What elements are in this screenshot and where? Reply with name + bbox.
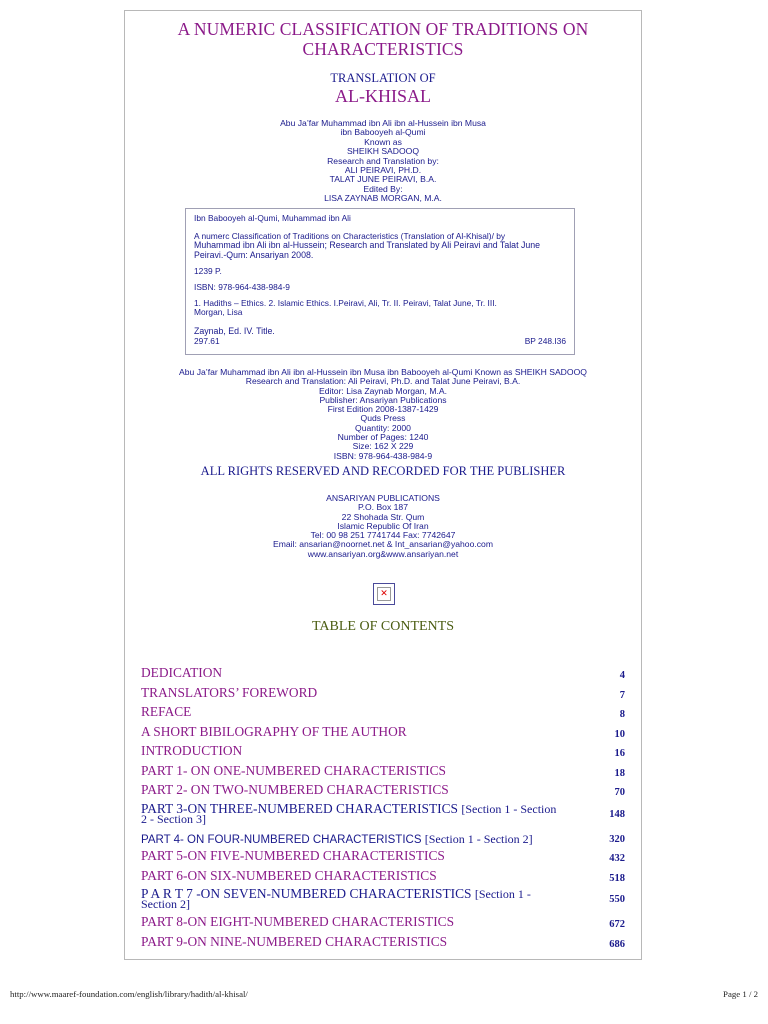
catalog-record-box	[185, 208, 575, 355]
toc-entry-label[interactable]: PART 8-ON EIGHT-NUMBERED CHARACTERISTICS	[141, 914, 455, 929]
table-of-contents	[141, 665, 625, 953]
title-line-1: A NUMERIC CLASSIFICATION OF TRADITIONS ON	[177, 19, 589, 39]
toc-entry-title[interactable]: PART 4- ON FOUR-NUMBERED CHARACTERISTICS	[141, 833, 422, 846]
toc-entry[interactable]	[141, 724, 625, 744]
toc-entry-label[interactable]: REFACE	[141, 704, 192, 719]
catalog-description-line: Muhammad ibn Ali ibn al-Hussein; Research and Translated by Ali Peiravi and Talat June	[194, 240, 541, 251]
author-line: ALI PEIRAVI, PH.D.	[344, 165, 422, 176]
author-line: TALAT JUNE PEIRAVI, B.A.	[329, 174, 437, 185]
broken-image-icon	[373, 583, 395, 605]
toc-entry-section-cont[interactable]: Section 2]	[141, 897, 190, 911]
author-line: LISA ZAYNAB MORGAN, M.A.	[324, 193, 442, 204]
contact-line: 22 Shohada Str. Qum	[341, 511, 425, 522]
publication-line: Quantity: 2000	[355, 422, 411, 433]
catalog-subjects-line: Morgan, Lisa	[194, 307, 243, 318]
rights-statement: ALL RIGHTS RESERVED AND RECORDED FOR THE PUBLISHER	[200, 464, 566, 478]
author-block	[125, 119, 641, 204]
catalog-subjects	[194, 299, 566, 317]
author-line: SHEIKH SADOOQ	[346, 146, 420, 157]
toc-entry-label[interactable]: A SHORT BIBILOGRAPHY OF THE AUTHOR	[141, 723, 407, 739]
toc-entry-page[interactable]: 672	[609, 919, 625, 930]
toc-entry-label[interactable]: DEDICATION	[141, 665, 223, 680]
catalog-subjects-line: Zaynab, Ed. IV. Title.	[194, 325, 275, 336]
toc-entry-page[interactable]: 16	[614, 748, 625, 759]
toc-entry-page[interactable]: 70	[614, 787, 625, 798]
contact-line: ANSARIYAN PUBLICATIONS	[326, 493, 440, 503]
broken-image-x-icon: ✕	[377, 587, 391, 601]
author-line: ibn Babooyeh al-Qumi	[340, 127, 426, 138]
toc-entry-label[interactable]: PART 9-ON NINE-NUMBERED CHARACTERISTICS	[141, 933, 448, 949]
toc-entry[interactable]	[141, 887, 625, 914]
toc-entry-page[interactable]: 518	[609, 872, 625, 884]
catalog-author-heading: Ibn Babooyeh al-Qumi, Muhammad ibn Ali	[194, 213, 351, 223]
toc-entry-section[interactable]: [Section 1 -	[474, 887, 531, 901]
catalog-pages: 1239 P.	[194, 265, 222, 276]
toc-entry-page[interactable]: 686	[609, 938, 625, 950]
publication-line: Size: 162 X 229	[352, 441, 414, 452]
contact-email[interactable]: Email: ansarian@noornet.net & Int_ansarian@yahoo.com	[272, 539, 493, 550]
document-page	[124, 10, 642, 960]
author-line: Abu Ja’far Muhammad ibn Ali ibn al-Hussein ibn Musa	[280, 118, 486, 128]
toc-entry-label[interactable]: INTRODUCTION	[141, 743, 243, 758]
toc-entry-page[interactable]: 10	[614, 728, 625, 740]
toc-entry-page[interactable]: 18	[614, 767, 625, 779]
toc-entry-label[interactable]: PART 6-ON SIX-NUMBERED CHARACTERISTICS	[141, 867, 437, 883]
toc-entry-section-cont[interactable]: 2 - Section 3]	[141, 811, 206, 826]
toc-entry[interactable]	[141, 685, 625, 705]
toc-entry[interactable]	[141, 802, 625, 829]
toc-entry-page[interactable]: 432	[609, 853, 625, 864]
publication-line: First Edition 2008-1387-1429	[327, 404, 439, 415]
footer-url[interactable]: http://www.maaref-foundation.com/english/library/hadith/al-khisal/	[10, 989, 248, 999]
toc-entry-label[interactable]: PART 5-ON FIVE-NUMBERED CHARACTERISTICS	[141, 848, 445, 863]
toc-entry[interactable]	[141, 914, 625, 934]
toc-entry-label[interactable]: PART 1- ON ONE-NUMBERED CHARACTERISTICS	[141, 762, 446, 778]
contact-website[interactable]: www.ansariyan.org&www.ansariyan.net	[307, 548, 459, 559]
translation-of-label: TRANSLATION OF	[330, 71, 436, 85]
toc-entry[interactable]	[141, 763, 625, 783]
toc-entry-label[interactable]	[141, 800, 557, 826]
contact-line: Islamic Republic Of Iran	[337, 520, 429, 531]
catalog-description-line: A numerc Classification of Traditions on Characteristics (Translation of Al-Khisal)/ by	[194, 231, 506, 242]
catalog-class-right: BP 248.I36	[524, 335, 566, 346]
catalog-class-row	[194, 337, 566, 346]
document-title	[125, 19, 641, 59]
toc-entry-title[interactable]: P A R T 7 -ON SEVEN-NUMBERED CHARACTERISTICS	[141, 886, 472, 901]
catalog-description-line: Peiravi.-Qum: Ansariyan 2008.	[194, 249, 314, 260]
footer-page-number: Page 1 / 2	[723, 989, 758, 999]
author-line: Edited By:	[363, 183, 403, 194]
title-line-2: CHARACTERISTICS	[302, 39, 464, 59]
publication-line: Quds Press	[360, 413, 406, 424]
toc-entry[interactable]	[141, 934, 625, 954]
toc-entry-label[interactable]	[141, 886, 531, 911]
toc-entry-label[interactable]	[141, 832, 533, 847]
publication-line: Research and Translation: Ali Peiravi, Ph.D. and Talat June Peiravi, B.A.	[245, 376, 521, 387]
toc-entry-page[interactable]: 8	[619, 709, 625, 720]
toc-title: TABLE OF CONTENTS	[312, 619, 454, 634]
toc-entry[interactable]	[141, 829, 625, 849]
toc-entry-page[interactable]: 320	[609, 833, 625, 845]
toc-entry-page[interactable]: 4	[619, 670, 625, 681]
toc-entry-page[interactable]: 148	[609, 808, 625, 820]
toc-entry-section[interactable]: [Section 1 - Section 2]	[424, 831, 533, 846]
toc-entry-page[interactable]: 550	[609, 894, 625, 905]
catalog-class-left: 297.61	[194, 335, 220, 346]
catalog-isbn: ISBN: 978-964-438-984-9	[194, 282, 290, 293]
toc-entry[interactable]	[141, 743, 625, 763]
author-line: Research and Translation by:	[327, 155, 439, 166]
publication-line: Publisher: Ansariyan Publications	[319, 394, 447, 405]
toc-entry[interactable]	[141, 868, 625, 888]
toc-entry-title[interactable]: PART 3-ON THREE-NUMBERED CHARACTERISTICS	[141, 800, 459, 816]
toc-entry-label[interactable]: PART 2- ON TWO-NUMBERED CHARACTERISTICS	[141, 782, 449, 797]
publication-line: ISBN: 978-964-438-984-9	[333, 450, 433, 461]
publisher-contact	[125, 494, 641, 559]
toc-entry[interactable]	[141, 848, 625, 868]
contact-line: P.O. Box 187	[357, 502, 408, 513]
publication-details	[125, 368, 641, 461]
catalog-description	[194, 232, 566, 260]
author-line: Known as	[364, 136, 402, 147]
toc-entry-section[interactable]: [Section 1 - Section	[461, 801, 557, 816]
toc-entry-page[interactable]: 7	[619, 689, 625, 701]
toc-entry[interactable]	[141, 665, 625, 685]
toc-entry-label[interactable]: TRANSLATORS’ FOREWORD	[141, 684, 318, 700]
toc-entry[interactable]	[141, 782, 625, 802]
contact-line: Tel: 00 98 251 7741744 Fax: 7742647	[310, 530, 456, 541]
toc-entry[interactable]	[141, 704, 625, 724]
publication-line: Abu Ja’far Muhammad ibn Ali ibn al-Hussein ibn Musa ibn Babooyeh al-Qumi Known as SHEIKH SADOOQ	[179, 367, 587, 377]
catalog-subjects-line: 1. Hadiths – Ethics. 2. Islamic Ethics. I.Peiravi, Ali, Tr. II. Peiravi, Talat June, Tr. III.	[194, 298, 497, 309]
book-name: AL-KHISAL	[335, 86, 431, 106]
publication-line: Editor: Lisa Zaynab Morgan, M.A.	[318, 385, 447, 396]
publication-line: Number of Pages: 1240	[337, 432, 429, 443]
